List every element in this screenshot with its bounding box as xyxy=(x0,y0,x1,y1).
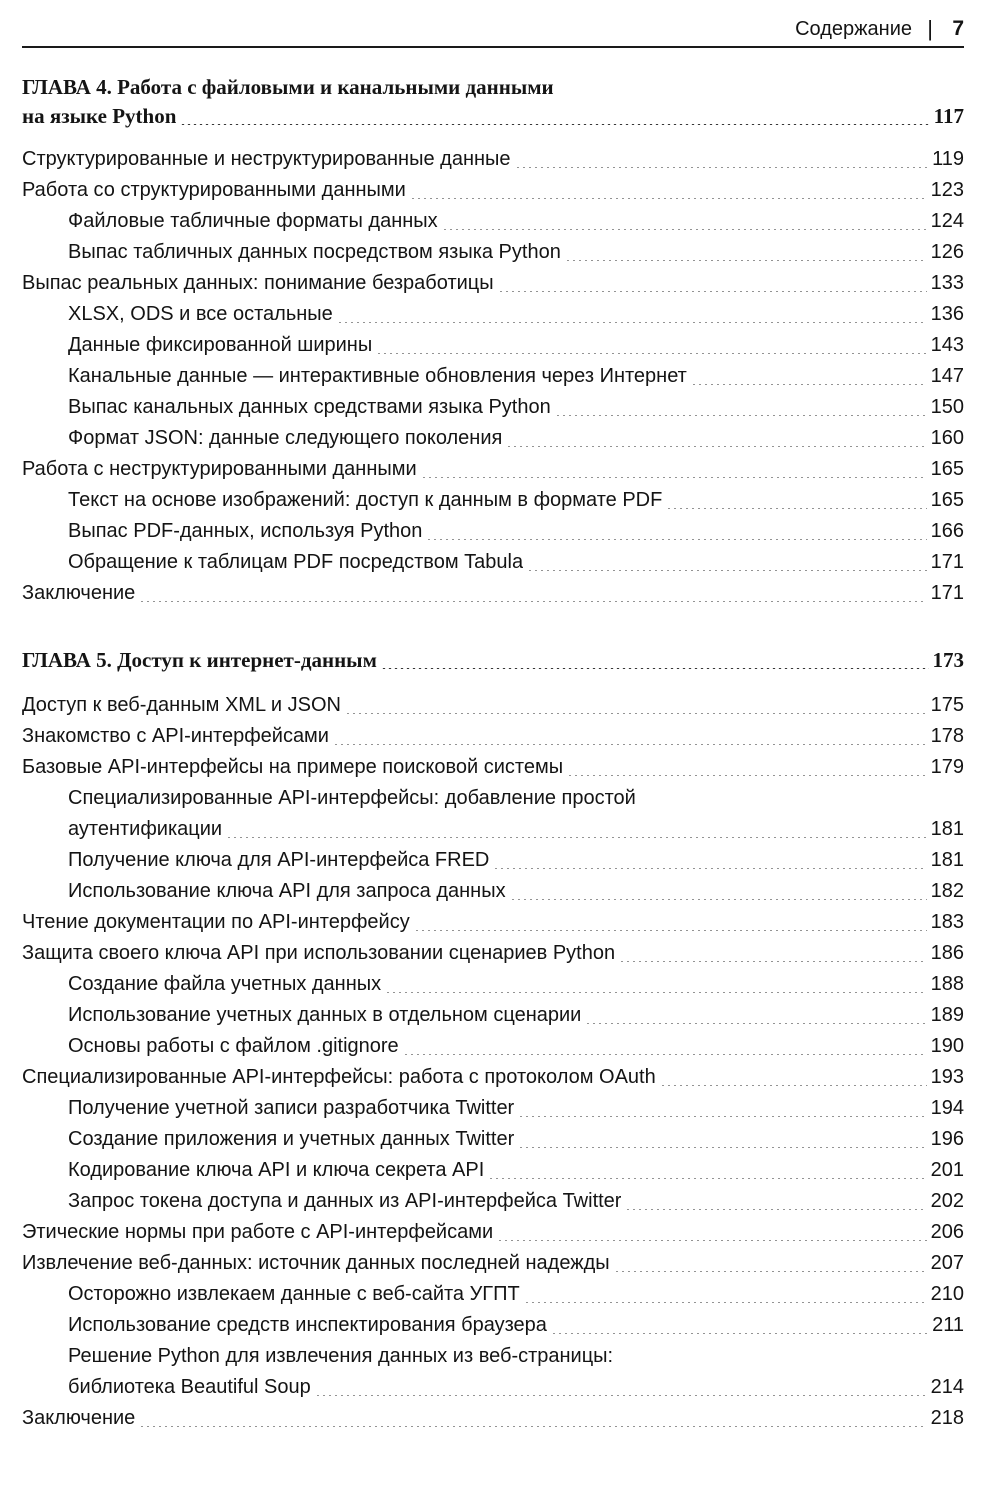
entry-title: Запрос токена доступа и данных из API-интерфейса Twitter xyxy=(68,1190,622,1212)
entry-title-line xyxy=(22,814,964,845)
toc-entry[interactable] xyxy=(22,752,964,783)
entry-title: Заключение xyxy=(22,1407,136,1429)
toc-subentry[interactable] xyxy=(22,485,964,516)
dot-leader xyxy=(506,446,926,447)
entry-title: Осторожно извлекаем данные с веб-сайта УГПТ xyxy=(68,1283,520,1305)
dot-leader xyxy=(442,229,927,230)
chapter-title-line xyxy=(22,645,964,676)
running-head-title: Содержание xyxy=(795,18,912,40)
dot-leader xyxy=(614,1271,927,1272)
toc-subentry[interactable] xyxy=(22,876,964,907)
chapter-4-heading[interactable] xyxy=(22,73,964,132)
dot-leader xyxy=(345,713,927,714)
dot-leader xyxy=(426,539,926,540)
toc-subentry[interactable] xyxy=(22,299,964,330)
entry-title: Канальные данные — интерактивные обновления через Интернет xyxy=(68,365,687,387)
chapter-5-entries xyxy=(22,690,964,1434)
toc-entry[interactable] xyxy=(22,938,964,969)
page-number: 175 xyxy=(930,694,964,716)
entry-title: Этические нормы при работе с API-интерфейсами xyxy=(22,1221,494,1243)
dot-leader xyxy=(376,353,926,354)
entry-title-line xyxy=(22,1372,964,1403)
dot-leader xyxy=(381,668,929,669)
page-number: 210 xyxy=(930,1283,964,1305)
toc-subentry[interactable] xyxy=(22,206,964,237)
dot-leader xyxy=(337,322,927,323)
page-number: 193 xyxy=(930,1066,964,1088)
page-number: 182 xyxy=(930,880,964,902)
toc-entry[interactable] xyxy=(22,144,964,175)
page-number: 173 xyxy=(932,648,964,672)
page-number: 166 xyxy=(930,520,964,542)
entry-title: Файловые табличные форматы данных xyxy=(68,210,438,232)
toc-entry[interactable] xyxy=(22,721,964,752)
toc-subentry[interactable] xyxy=(22,1031,964,1062)
entry-title: Использование средств инспектирования браузера xyxy=(68,1314,547,1336)
chapter-5-heading[interactable] xyxy=(22,645,964,676)
toc-subentry[interactable] xyxy=(22,361,964,392)
running-head-separator: | xyxy=(927,16,933,41)
page-number: 123 xyxy=(930,179,964,201)
dot-leader xyxy=(410,198,927,199)
page-number: 207 xyxy=(930,1252,964,1274)
dot-leader xyxy=(585,1023,926,1024)
dot-leader xyxy=(498,291,927,292)
toc-subentry[interactable] xyxy=(22,516,964,547)
toc-entry[interactable] xyxy=(22,1248,964,1279)
chapter-title-text: ГЛАВА 5. Доступ к интернет-данным xyxy=(22,648,377,672)
entry-title: Использование ключа API для запроса данных xyxy=(68,880,506,902)
dot-leader xyxy=(524,1302,927,1303)
dot-leader xyxy=(493,868,926,869)
entry-title: Создание файла учетных данных xyxy=(68,973,382,995)
page-number: 190 xyxy=(930,1035,964,1057)
dot-leader xyxy=(567,775,927,776)
toc-subentry[interactable] xyxy=(22,237,964,268)
entry-title: Основы работы с файлом .gitignore xyxy=(68,1035,399,1057)
dot-leader xyxy=(518,1116,926,1117)
page-number: 211 xyxy=(932,1314,964,1336)
chapter-title-text: на языке Python xyxy=(22,104,177,128)
dot-leader xyxy=(527,570,927,571)
toc-subentry[interactable] xyxy=(22,969,964,1000)
page-number: 178 xyxy=(930,725,964,747)
dot-leader xyxy=(565,260,927,261)
entry-title: Работа со структурированными данными xyxy=(22,179,406,201)
toc-entry[interactable] xyxy=(22,907,964,938)
page-number: 165 xyxy=(930,489,964,511)
entry-title: Получение учетной записи разработчика Twitter xyxy=(68,1097,515,1119)
page-number: 136 xyxy=(930,303,964,325)
entry-title: Выпас табличных данных посредством языка Python xyxy=(68,241,561,263)
page-number: 189 xyxy=(930,1004,964,1026)
page-number: 124 xyxy=(930,210,964,232)
dot-leader xyxy=(421,477,927,478)
page-number: 201 xyxy=(930,1159,964,1181)
entry-title: XLSX, ODS и все остальные xyxy=(68,303,333,325)
chapter-title-line xyxy=(22,101,964,132)
dot-leader xyxy=(625,1209,926,1210)
entry-title: Выпас PDF-данных, используя Python xyxy=(68,520,423,542)
entry-title: Базовые API-интерфейсы на примере поисковой системы xyxy=(22,756,564,778)
dot-leader xyxy=(660,1085,927,1086)
page-number: 218 xyxy=(930,1407,964,1429)
entry-title: Специализированные API-интерфейсы: работа с протоколом OAuth xyxy=(22,1066,656,1088)
entry-title: Извлечение веб-данных: источник данных последней надежды xyxy=(22,1252,610,1274)
page-number: 188 xyxy=(930,973,964,995)
dot-leader xyxy=(488,1178,926,1179)
dot-leader xyxy=(691,384,927,385)
toc-subentry[interactable] xyxy=(22,330,964,361)
dot-leader xyxy=(555,415,927,416)
dot-leader xyxy=(497,1240,926,1241)
entry-title: Создание приложения и учетных данных Twitter xyxy=(68,1128,515,1150)
dot-leader xyxy=(619,961,927,962)
entry-title: Выпас реальных данных: понимание безработицы xyxy=(22,272,494,294)
dot-leader xyxy=(180,124,929,125)
entry-title: аутентификации xyxy=(68,818,223,840)
toc-entry[interactable] xyxy=(22,175,964,206)
dot-leader xyxy=(518,1147,926,1148)
page-number: 143 xyxy=(930,334,964,356)
dot-leader xyxy=(403,1054,927,1055)
entry-title: Данные фиксированной ширины xyxy=(68,334,373,356)
entry-title-line: Решение Python для извлечения данных из веб-страницы: xyxy=(68,1345,614,1367)
toc-subentry[interactable] xyxy=(22,1310,964,1341)
entry-title-line: Специализированные API-интерфейсы: добавление простой xyxy=(68,787,636,809)
page-number: 179 xyxy=(930,756,964,778)
running-head xyxy=(22,14,964,48)
page-number: 181 xyxy=(930,849,964,871)
dot-leader xyxy=(385,992,926,993)
page-number: 133 xyxy=(930,272,964,294)
entry-title: Работа с неструктурированными данными xyxy=(22,458,417,480)
dot-leader xyxy=(139,601,926,602)
entry-title: Выпас канальных данных средствами языка Python xyxy=(68,396,551,418)
page-number: 119 xyxy=(932,148,964,170)
entry-title: библиотека Beautiful Soup xyxy=(68,1376,311,1398)
dot-leader xyxy=(414,930,927,931)
page-number: 126 xyxy=(930,241,964,263)
toc-subentry[interactable] xyxy=(22,392,964,423)
chapter-4-entries xyxy=(22,144,964,609)
toc-subentry[interactable] xyxy=(22,1279,964,1310)
toc-subentry[interactable] xyxy=(22,423,964,454)
dot-leader xyxy=(666,508,926,509)
entry-title: Доступ к веб-данным XML и JSON xyxy=(22,694,341,716)
page-number: 160 xyxy=(930,427,964,449)
toc-subentry-multiline[interactable] xyxy=(22,783,964,845)
entry-title: Структурированные и неструктурированные данные xyxy=(22,148,511,170)
dot-leader xyxy=(510,899,927,900)
dot-leader xyxy=(551,1333,928,1334)
toc-entry[interactable] xyxy=(22,1062,964,1093)
entry-title: Кодирование ключа API и ключа секрета API xyxy=(68,1159,485,1181)
toc-subentry[interactable] xyxy=(22,1093,964,1124)
page-number: 186 xyxy=(930,942,964,964)
entry-title: Формат JSON: данные следующего поколения xyxy=(68,427,503,449)
dot-leader xyxy=(315,1395,927,1396)
page-number: 150 xyxy=(930,396,964,418)
page-number: 171 xyxy=(930,582,964,604)
dot-leader xyxy=(333,744,927,745)
toc-entry[interactable] xyxy=(22,1403,964,1434)
dot-leader xyxy=(515,167,929,168)
toc-subentry[interactable] xyxy=(22,845,964,876)
toc-subentry-multiline[interactable] xyxy=(22,1341,964,1403)
entry-title: Защита своего ключа API при использовании сценариев Python xyxy=(22,942,616,964)
entry-title: Заключение xyxy=(22,582,136,604)
toc-entry[interactable] xyxy=(22,268,964,299)
entry-title: Использование учетных данных в отдельном сценарии xyxy=(68,1004,582,1026)
toc-subentry[interactable] xyxy=(22,1155,964,1186)
page-number: 183 xyxy=(930,911,964,933)
toc-entry[interactable] xyxy=(22,690,964,721)
dot-leader xyxy=(226,837,927,838)
page-number: 196 xyxy=(930,1128,964,1150)
page-number: 147 xyxy=(930,365,964,387)
page-number: 117 xyxy=(933,104,964,128)
chapter-title-line: ГЛАВА 4. Работа с файловыми и канальными данными xyxy=(22,75,554,99)
toc-subentry[interactable] xyxy=(22,547,964,578)
page-number: 171 xyxy=(930,551,964,573)
toc-entry[interactable] xyxy=(22,1217,964,1248)
page-number: 202 xyxy=(930,1190,964,1212)
entry-title: Получение ключа для API-интерфейса FRED xyxy=(68,849,490,871)
toc-subentry[interactable] xyxy=(22,1186,964,1217)
toc-subentry[interactable] xyxy=(22,1124,964,1155)
dot-leader xyxy=(139,1426,926,1427)
page-number: 181 xyxy=(930,818,964,840)
toc-entry[interactable] xyxy=(22,578,964,609)
entry-title: Чтение документации по API-интерфейсу xyxy=(22,911,410,933)
entry-title: Знакомство с API-интерфейсами xyxy=(22,725,329,747)
page-number: 214 xyxy=(930,1376,964,1398)
page-number: 206 xyxy=(930,1221,964,1243)
page-number: 194 xyxy=(930,1097,964,1119)
page-number: 165 xyxy=(930,458,964,480)
entry-title: Обращение к таблицам PDF посредством Tabula xyxy=(68,551,524,573)
entry-title: Текст на основе изображений: доступ к данным в формате PDF xyxy=(68,489,663,511)
running-head-page-number: 7 xyxy=(952,17,964,40)
toc-subentry[interactable] xyxy=(22,1000,964,1031)
toc-entry[interactable] xyxy=(22,454,964,485)
